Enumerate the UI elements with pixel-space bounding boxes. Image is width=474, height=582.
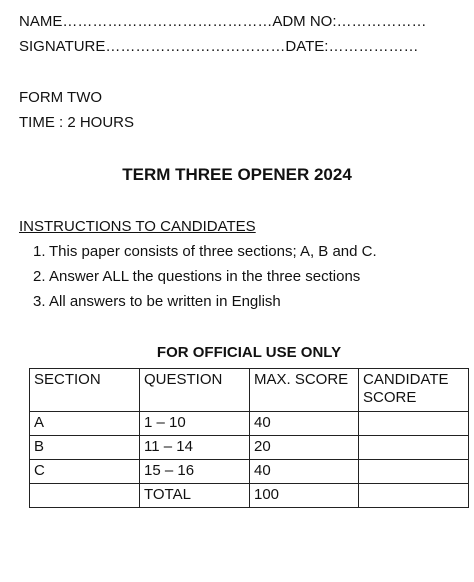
table-row [30, 436, 469, 460]
instruction-text: This paper consists of three sections; A, B and C. [49, 243, 377, 260]
name-admno-line: NAME……………………………………ADM NO:……………… [19, 13, 427, 30]
instruction-item [33, 243, 377, 268]
instruction-number: 3. [33, 293, 46, 310]
instruction-text: Answer ALL the questions in the three sections [49, 268, 361, 285]
cell-total-label: TOTAL [140, 484, 250, 508]
table-row [30, 460, 469, 484]
cell-candidate-score[interactable] [359, 412, 469, 436]
instructions-heading: INSTRUCTIONS TO CANDIDATES [19, 218, 256, 235]
cell-question: 11 – 14 [140, 436, 250, 460]
table-row-total [30, 484, 469, 508]
score-table [29, 368, 469, 508]
column-header-section: SECTION [30, 369, 140, 412]
cell-total-max-score: 100 [250, 484, 359, 508]
exam-title: TERM THREE OPENER 2024 [122, 165, 352, 184]
cell-section: A [30, 412, 140, 436]
cell-max-score: 40 [250, 460, 359, 484]
column-header-candidate-score: CANDIDATE SCORE [359, 369, 469, 412]
cell-question: 15 – 16 [140, 460, 250, 484]
table-header-row [30, 369, 469, 412]
cell-section [30, 484, 140, 508]
cell-question: 1 – 10 [140, 412, 250, 436]
instruction-number: 2. [33, 268, 46, 285]
instruction-item [33, 293, 377, 318]
signature-date-line: SIGNATURE………………………………DATE:……………… [19, 38, 419, 55]
column-header-max-score: MAX. SCORE [250, 369, 359, 412]
time-label: TIME : 2 HOURS [19, 114, 135, 131]
cell-candidate-score[interactable] [359, 460, 469, 484]
instructions-list [33, 243, 377, 318]
cell-max-score: 20 [250, 436, 359, 460]
instruction-number: 1. [33, 243, 46, 260]
cell-total-candidate-score[interactable] [359, 484, 469, 508]
official-use-title: FOR OFFICIAL USE ONLY [156, 344, 342, 361]
cell-section: C [30, 460, 140, 484]
table-row [30, 412, 469, 436]
cell-candidate-score[interactable] [359, 436, 469, 460]
column-header-question: QUESTION [140, 369, 250, 412]
instruction-item [33, 268, 377, 293]
cell-section: B [30, 436, 140, 460]
instruction-text: All answers to be written in English [49, 293, 281, 310]
cell-max-score: 40 [250, 412, 359, 436]
form-label: FORM TWO [19, 89, 103, 106]
